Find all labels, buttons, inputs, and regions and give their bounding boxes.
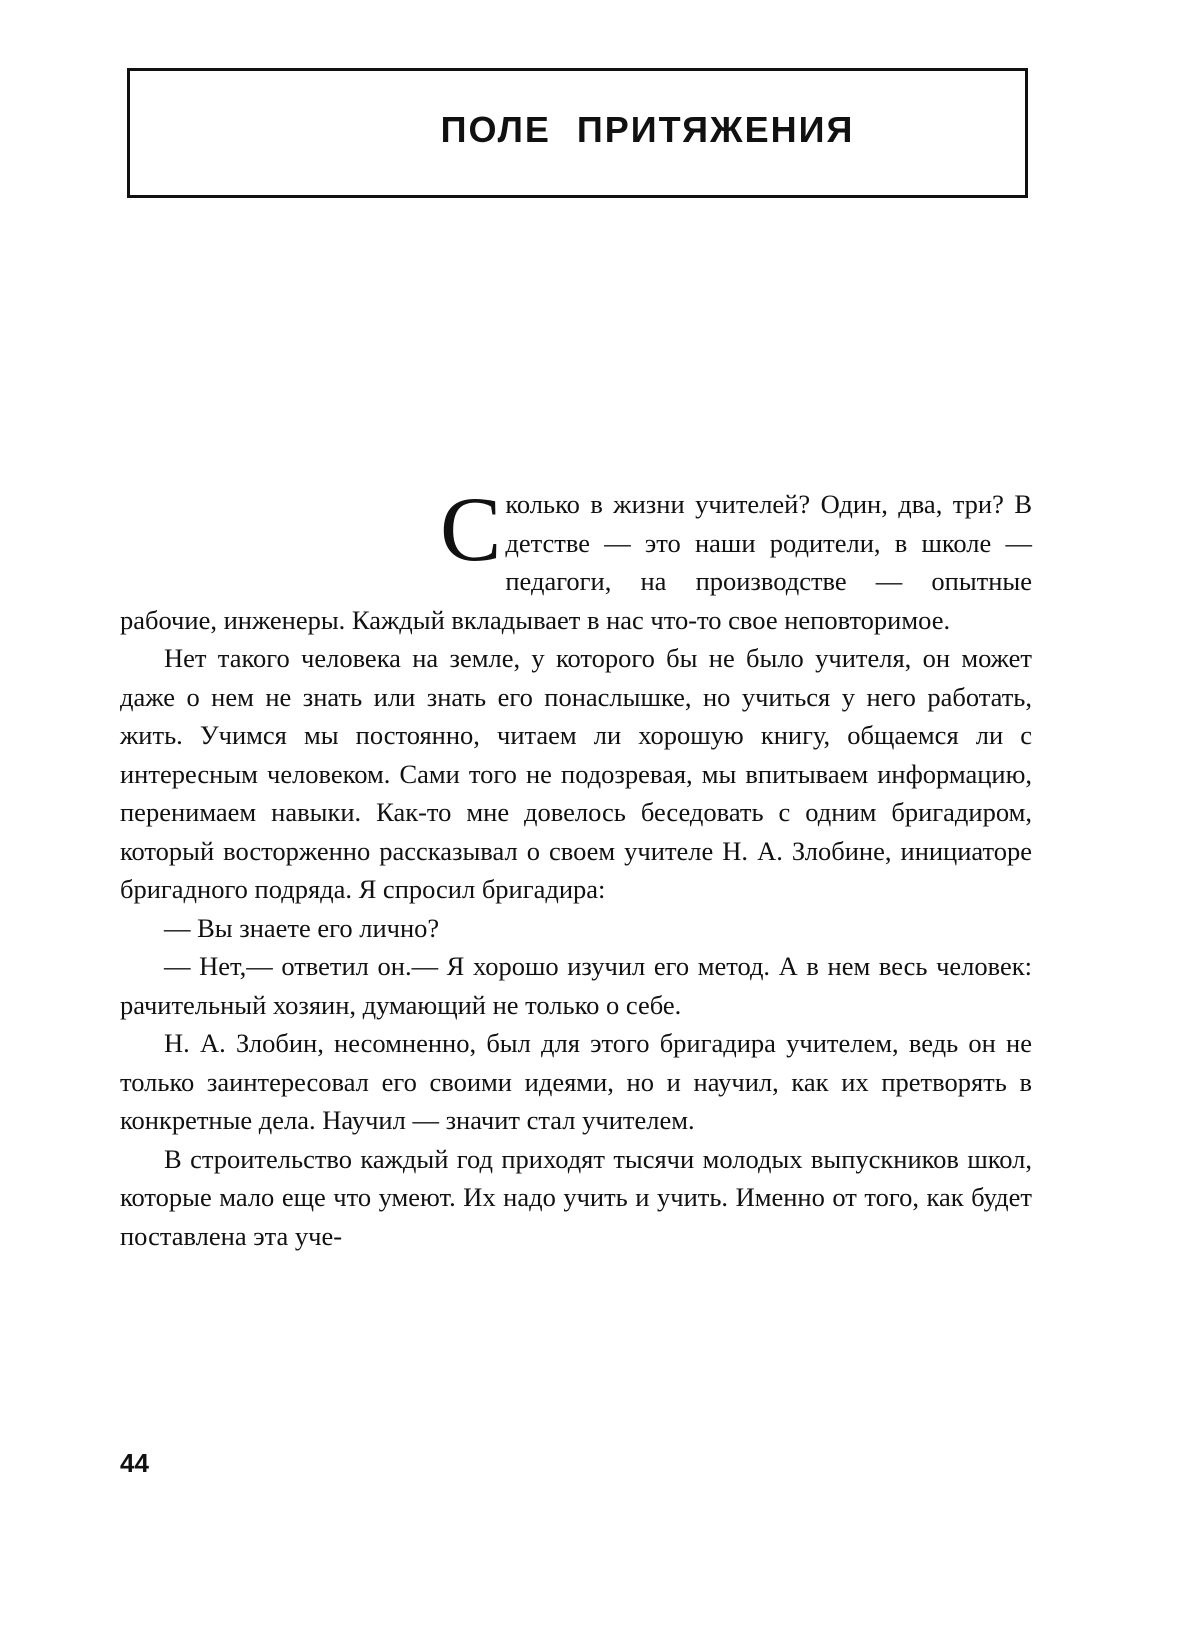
- dialogue-answer: — Нет,— ответил он.— Я хорошо изучил его метод. А в нем весь человек: рачительный хозяин, думающий не только о себе.: [120, 947, 1032, 1024]
- paragraph-2: Нет такого человека на земле, у которого бы не было учителя, он может даже о нем не знать или знать его понаслышке, но учиться у него работать, жить. Учимся мы постоянно, читаем ли хорошую книгу, общаемся ли с интересным человеком. Сами того не подозревая, мы впитываем информацию, перенимаем навыки. Как-то мне довелось беседовать с одним бригадиром, который восторженно рассказывал о своем учителе Н. А. Злобине, инициаторе бригадного подряда. Я спросил бригадира:: [120, 639, 1032, 909]
- paragraph-5: Н. А. Злобин, несомненно, был для этого бригадира учителем, ведь он не только заинтересовал его своими идеями, но и научил, как их претворять в конкретные дела. Научил — значит стал учителем.: [120, 1024, 1032, 1140]
- chapter-title-frame: [127, 68, 1028, 198]
- chapter-title: ПОЛЕ ПРИТЯЖЕНИЯ: [130, 109, 1025, 151]
- paragraph-1-text: колько в жизни учителей? Один, два, три? В детстве — это наши родители, в школе — педагоги, на производстве — опытные рабочие, инженеры. Каждый вкладывает в нас что-то свое неповторимое.: [120, 489, 1032, 635]
- paragraph-1: [120, 485, 1032, 639]
- page-number: 44: [120, 1448, 149, 1479]
- body-text: [120, 485, 1032, 1255]
- dialogue-question: — Вы знаете его лично?: [120, 909, 1032, 948]
- drop-cap: С: [440, 491, 501, 571]
- paragraph-6: В строительство каждый год приходят тысячи молодых выпускников школ, которые мало еще что умеют. Их надо учить и учить. Именно от того, как будет поставлена эта уче-: [120, 1140, 1032, 1256]
